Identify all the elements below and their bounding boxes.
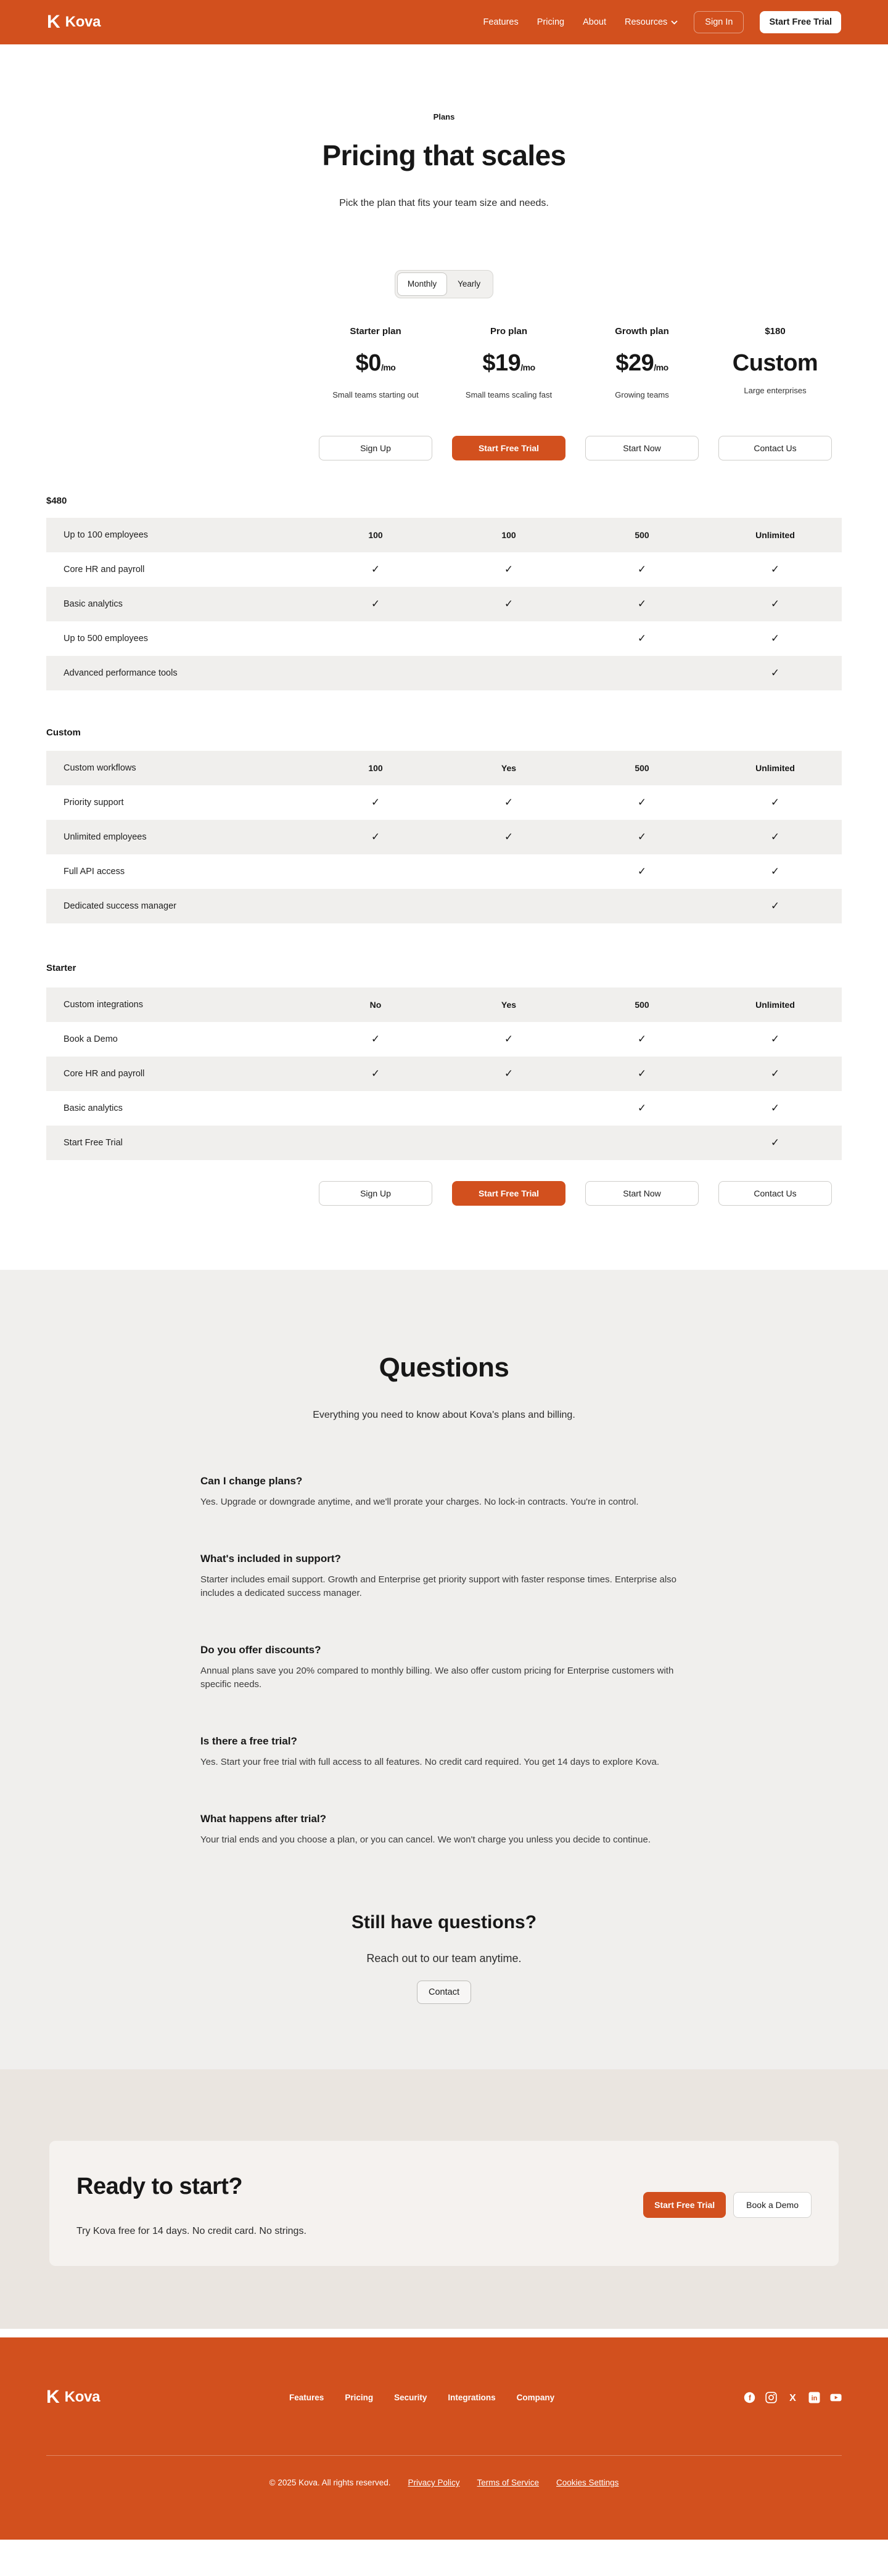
feature-label: Dedicated success manager (64, 901, 176, 911)
table-row (46, 552, 842, 587)
start-free-trial-button[interactable]: Start Free Trial (452, 436, 565, 460)
svg-text:in: in (811, 2394, 818, 2402)
check-icon: ✓ (637, 831, 647, 843)
footer-nav-features[interactable]: Features (289, 2392, 324, 2402)
header-start-free-trial-button[interactable]: Start Free Trial (760, 11, 841, 33)
footer-nav-company[interactable]: Company (516, 2392, 555, 2402)
faq-item (200, 1735, 688, 1769)
table-row (46, 751, 842, 785)
faq-question: Can I change plans? (200, 1475, 303, 1487)
check-icon: ✓ (637, 1033, 647, 1045)
chevron-down-icon (671, 20, 678, 25)
section-gap (0, 2329, 888, 2337)
check-icon: ✓ (504, 1068, 514, 1079)
cta-title: Ready to start? (76, 2173, 243, 2199)
feature-value-cell (575, 796, 709, 809)
comparison-section-title: $480 (46, 496, 67, 506)
feature-value-cell (442, 1033, 575, 1045)
billing-toggle (395, 270, 493, 298)
feature-value-cell (709, 1102, 842, 1114)
feature-value-cell (709, 563, 842, 576)
check-icon: ✓ (371, 1033, 380, 1045)
check-icon: ✓ (371, 831, 380, 843)
feature-label: Custom workflows (64, 763, 136, 773)
plan-card-180 (709, 325, 842, 396)
check-icon: ✓ (637, 563, 647, 575)
check-icon: ✓ (637, 865, 647, 877)
plan-price: $19/mo (482, 350, 535, 376)
svg-text:X: X (789, 2392, 796, 2403)
billing-toggle-yearly[interactable]: Yearly (447, 272, 491, 296)
feature-value-cell (442, 563, 575, 576)
plans-eyebrow: Plans (433, 112, 455, 121)
feature-value-cell (309, 831, 442, 843)
faq-question: What happens after trial? (200, 1813, 327, 1825)
plan-description: Growing teams (615, 390, 669, 399)
feature-label: Up to 500 employees (64, 634, 149, 644)
feature-value-cell: 100 (368, 763, 383, 773)
feature-value-cell (309, 598, 442, 610)
faq-question: What's included in support? (200, 1553, 341, 1564)
comparison-table (0, 751, 888, 923)
plans-header-row (46, 325, 842, 400)
comparison-section-title: Custom (46, 727, 81, 738)
plan-name: Starter plan (350, 326, 401, 337)
check-icon: ✓ (770, 563, 780, 575)
x-icon[interactable] (787, 2392, 799, 2403)
contact-us-button[interactable]: Contact Us (718, 436, 832, 460)
table-row (46, 621, 842, 656)
logo-k-icon: K (47, 12, 60, 32)
feature-value-cell (442, 598, 575, 610)
still-questions-subtitle: Reach out to our team anytime. (366, 1952, 522, 1965)
check-icon: ✓ (371, 563, 380, 575)
feature-value-cell (709, 831, 842, 843)
cta-subtitle: Try Kova free for 14 days. No credit card. No strings. (76, 2226, 306, 2236)
feature-label: Priority support (64, 798, 124, 808)
faq-item (200, 1643, 688, 1691)
table-row (46, 656, 842, 690)
faq-item (200, 1552, 688, 1600)
footer-nav-integrations[interactable]: Integrations (448, 2392, 496, 2402)
feature-value-cell (575, 563, 709, 576)
feature-value-cell (709, 632, 842, 645)
cta-start-free-trial-button[interactable]: Start Free Trial (643, 2192, 726, 2218)
table-row (46, 1091, 842, 1126)
check-icon: ✓ (770, 1137, 780, 1148)
feature-value-cell (709, 1033, 842, 1045)
comparison-table (0, 987, 888, 1160)
privacy-policy-link[interactable]: Privacy Policy (408, 2478, 460, 2487)
feature-value-cell: Unlimited (755, 530, 795, 540)
table-row (46, 820, 842, 854)
cta-card (49, 2141, 839, 2266)
check-icon: ✓ (504, 563, 514, 575)
nav-item-resources[interactable]: Resources (625, 17, 678, 27)
header-nav (483, 17, 678, 27)
check-icon: ✓ (371, 598, 380, 610)
feature-label: Advanced performance tools (64, 668, 178, 678)
table-row (46, 1022, 842, 1057)
check-icon: ✓ (504, 796, 514, 808)
check-icon: ✓ (770, 632, 780, 644)
footer-nav-pricing[interactable]: Pricing (345, 2392, 374, 2402)
check-icon: ✓ (504, 1033, 514, 1045)
feature-label: Core HR and payroll (64, 565, 145, 574)
contact-us-button[interactable]: Contact Us (718, 1181, 832, 1206)
feature-value-cell (575, 632, 709, 645)
feature-value-cell: Yes (501, 1000, 517, 1010)
check-icon: ✓ (770, 598, 780, 610)
plan-period: /mo (520, 362, 535, 372)
page-subtitle: Pick the plan that fits your team size and needs. (339, 198, 549, 208)
feature-label: Up to 100 employees (64, 530, 149, 540)
plan-period: /mo (380, 362, 396, 372)
check-icon: ✓ (371, 1068, 380, 1079)
feature-value-cell (709, 598, 842, 610)
check-icon: ✓ (770, 865, 780, 877)
table-row (46, 1057, 842, 1091)
faq-question: Do you offer discounts? (200, 1644, 321, 1656)
check-icon: ✓ (770, 831, 780, 843)
feature-label: Start Free Trial (64, 1138, 123, 1148)
comparison-table (0, 518, 888, 690)
check-icon: ✓ (770, 1033, 780, 1045)
feature-value-cell (575, 1033, 709, 1045)
plan-description: Small teams scaling fast (465, 390, 553, 399)
feature-label: Custom integrations (64, 1000, 143, 1010)
check-icon: ✓ (770, 900, 780, 912)
plan-buttons-row-top (46, 436, 842, 460)
feature-value-cell (442, 796, 575, 809)
nav-item-features[interactable]: Features (483, 17, 519, 27)
youtube-icon[interactable] (830, 2392, 842, 2403)
plan-card-growth-plan (575, 325, 709, 400)
still-questions-title: Still have questions? (351, 1912, 537, 1932)
table-row (46, 854, 842, 889)
footer-nav (289, 2393, 554, 2402)
instagram-icon[interactable] (765, 2392, 777, 2403)
check-icon: ✓ (637, 632, 647, 644)
nav-item-pricing[interactable]: Pricing (536, 17, 565, 27)
table-row (46, 587, 842, 621)
plan-card-pro-plan (442, 325, 575, 400)
faq-title: Questions (379, 1352, 509, 1383)
footer-divider (46, 2455, 842, 2456)
footer-logo-k-icon: K (46, 2387, 60, 2407)
terms-of-service-link[interactable]: Terms of Service (477, 2478, 540, 2487)
feature-value-cell (442, 1068, 575, 1080)
check-icon: ✓ (637, 598, 647, 610)
footer-nav-security[interactable]: Security (394, 2392, 427, 2402)
billing-toggle-monthly[interactable]: Monthly (397, 272, 447, 296)
feature-label: Basic analytics (64, 1103, 123, 1113)
feature-label: Core HR and payroll (64, 1069, 145, 1079)
feature-label: Book a Demo (64, 1034, 118, 1044)
facebook-icon[interactable] (744, 2392, 755, 2403)
check-icon: ✓ (504, 831, 514, 843)
feature-value-cell (709, 1137, 842, 1149)
footer-social-icons (744, 2392, 842, 2403)
feature-value-cell (309, 796, 442, 809)
feature-value-cell (575, 865, 709, 878)
feature-value-cell (709, 1068, 842, 1080)
feature-value-cell (709, 667, 842, 679)
feature-value-cell (709, 900, 842, 912)
plan-description: Small teams starting out (332, 390, 419, 399)
feature-value-cell (442, 831, 575, 843)
check-icon: ✓ (770, 1068, 780, 1079)
check-icon: ✓ (770, 1102, 780, 1114)
plan-card-starter-plan (309, 325, 442, 400)
faq-item (200, 1474, 688, 1509)
comparison-section-title: Starter (46, 963, 76, 973)
feature-label: Unlimited employees (64, 832, 147, 842)
feature-value-cell: No (369, 1000, 382, 1010)
feature-value-cell (309, 1033, 442, 1045)
footer-brand-logo[interactable] (46, 2388, 100, 2406)
svg-text:f: f (749, 2393, 751, 2402)
brand-name: Kova (65, 14, 101, 30)
sign-up-button[interactable]: Sign Up (319, 1181, 432, 1206)
check-icon: ✓ (637, 796, 647, 808)
plan-description: Large enterprises (744, 386, 807, 395)
check-icon: ✓ (770, 667, 780, 679)
cta-book-demo-button[interactable]: Book a Demo (733, 2192, 812, 2218)
start-free-trial-button[interactable]: Start Free Trial (452, 1181, 565, 1206)
start-now-button[interactable]: Start Now (585, 436, 699, 460)
feature-value-cell (575, 831, 709, 843)
start-now-button[interactable]: Start Now (585, 1181, 699, 1206)
feature-value-cell: 500 (635, 530, 649, 540)
feature-label: Basic analytics (64, 599, 123, 609)
faq-answer: Yes. Start your free trial with full access to all features. No credit card required. You get 14 days to explore Kova. (200, 1757, 660, 1767)
plan-name: $180 (765, 326, 786, 337)
table-row (46, 518, 842, 552)
plan-price: $29/mo (615, 350, 668, 376)
nav-item-about[interactable]: About (583, 17, 606, 27)
table-row (46, 987, 842, 1022)
feature-value-cell (575, 1068, 709, 1080)
faq-answer: Starter includes email support. Growth and Enterprise get priority support with faster response times. Enterprise also includes a dedicated success manager. (200, 1574, 677, 1598)
check-icon: ✓ (371, 796, 380, 808)
feature-label: Full API access (64, 867, 125, 877)
plan-buttons-row-bottom (46, 1181, 842, 1206)
plan-price: $0/mo (355, 350, 396, 376)
pricing-section (0, 44, 888, 1270)
table-row (46, 889, 842, 923)
page-title: Pricing that scales (322, 139, 566, 171)
faq-subtitle: Everything you need to know about Kova's plans and billing. (313, 1410, 575, 1420)
faq-question: Is there a free trial? (200, 1735, 297, 1747)
faq-answer: Yes. Upgrade or downgrade anytime, and we'll prorate your charges. No lock-in contracts. You're in control. (200, 1497, 639, 1507)
feature-value-cell: 500 (635, 763, 649, 773)
feature-value-cell: Unlimited (755, 1000, 795, 1010)
feature-value-cell (575, 598, 709, 610)
feature-value-cell (309, 563, 442, 576)
faq-answer: Your trial ends and you choose a plan, or you can cancel. We won't charge you unless you decide to continue. (200, 1834, 651, 1845)
feature-value-cell: 500 (635, 1000, 649, 1010)
feature-value-cell: Unlimited (755, 763, 795, 773)
plan-price: Custom (732, 350, 818, 376)
table-row (46, 785, 842, 820)
site-footer (0, 2337, 888, 2540)
feature-value-cell (709, 796, 842, 809)
plan-name: Growth plan (615, 326, 669, 337)
faq-section (0, 1270, 888, 2069)
feature-value-cell (575, 1102, 709, 1114)
linkedin-icon[interactable] (808, 2392, 820, 2403)
faq-answer: Annual plans save you 20% compared to monthly billing. We also offer custom pricing for Enterprise customers with specific needs. (200, 1666, 674, 1690)
feature-value-cell: 100 (368, 530, 383, 540)
plan-period: /mo (654, 362, 668, 372)
feature-value-cell: 100 (501, 530, 516, 540)
table-row (46, 1126, 842, 1160)
contact-button[interactable]: Contact (417, 1981, 471, 2004)
sign-up-button[interactable]: Sign Up (319, 436, 432, 460)
copyright-text: © 2025 Kova. All rights reserved. (269, 2478, 391, 2487)
faq-item (200, 1812, 688, 1847)
feature-value-cell: Yes (501, 763, 517, 773)
feature-value-cell (709, 865, 842, 878)
footer-legal-row (46, 2477, 842, 2489)
check-icon: ✓ (770, 796, 780, 808)
check-icon: ✓ (637, 1102, 647, 1114)
feature-value-cell (309, 1068, 442, 1080)
cookies-settings-link[interactable]: Cookies Settings (556, 2478, 619, 2487)
site-header (0, 0, 888, 44)
brand-logo[interactable] (47, 13, 101, 31)
check-icon: ✓ (504, 598, 514, 610)
plan-name: Pro plan (490, 326, 527, 337)
footer-brand-name: Kova (64, 2389, 101, 2405)
cta-section (0, 2069, 888, 2329)
check-icon: ✓ (637, 1068, 647, 1079)
faq-list (200, 1474, 688, 1847)
sign-in-button[interactable]: Sign In (694, 11, 744, 33)
